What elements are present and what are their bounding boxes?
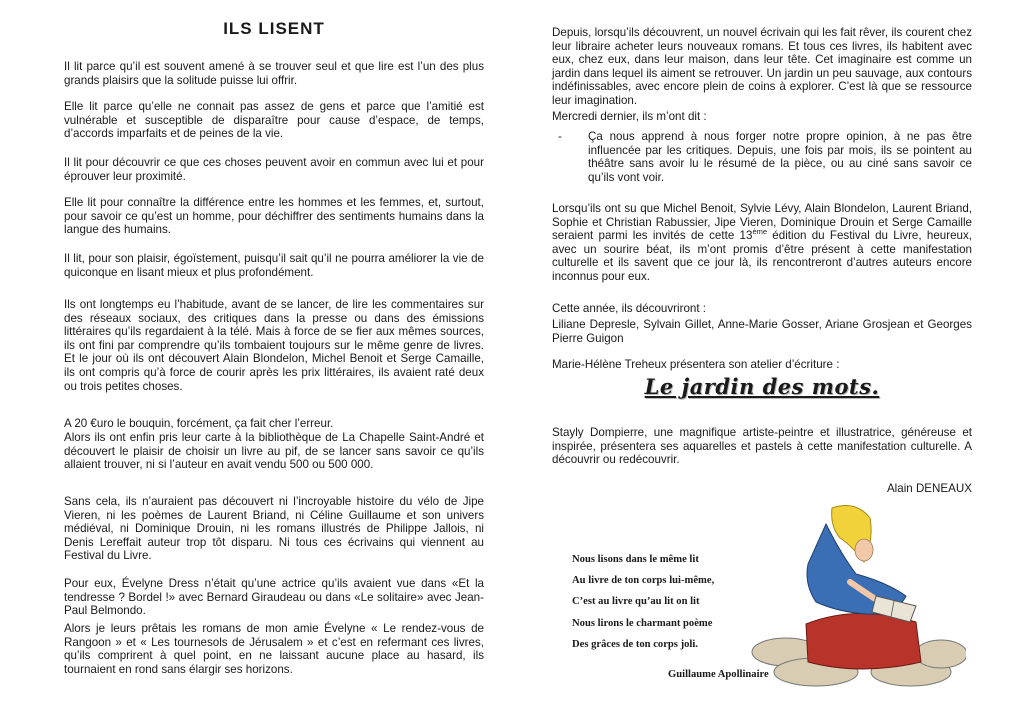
paragraph-3: Il lit pour découvrir ce que ces choses peuvent avoir en commun avec lui et pour éprouver leur proximité.: [64, 156, 484, 183]
paragraph-1: Il lit parce qu’il est souvent amené à se trouver seul et que lire est l’un des plus grands plaisirs que la solitude puisse lui offrir.: [64, 60, 484, 87]
paragraph-4: Cette année, ils découvriront :: [552, 302, 707, 315]
left-column: [64, 0, 484, 724]
paragraph-3-a: Lorsqu’ils ont su que Michel Benoit, Sylvie Lévy, Alain Blondelon, Laurent Briand, Sophie et Christian Rabussier, Jipe Vieren, Dominique Drouin et Serge Camaille seraient parmi les invités de cette 13: [552, 202, 972, 243]
paragraph-10: Pour eux, Évelyne Dress n’était qu’une actrice qu’ils avaient vue dans «Et la tendresse ? Bordel !» avec Bernard Giraudeau ou dans «Le solitaire» avec Jean-Paul Belmondo.: [64, 577, 484, 618]
paragraph-9: Sans cela, ils n’auraient pas découvert ni l’incroyable histoire du vélo de Jipe Vieren, ni les poèmes de Laurent Briand, ni Céline Guillaume et son univers médiéval, ni Dominique Drouin, ni les romans illustrés de Philippe Jallois, ni Denis Lereffait auteur trop tôt disparu. Ni tous ces écrivains qui viennent au Festival du Livre.: [64, 495, 484, 563]
paragraph-2: Mercredi dernier, ils m’ont dit :: [552, 110, 707, 123]
poem: [572, 549, 762, 655]
poem-line: Au livre de ton corps lui-même,: [572, 575, 715, 587]
face: [855, 539, 873, 561]
quote-item: [552, 130, 972, 184]
paragraph-3-b: édition du Festival du Livre, heureux, avec un sourire béat, ils m’ont promis d’être présent à cette manifestation culturelle et ils savent que ce jour là, ils rencontreront d’autres auteurs encore inconnus pour eux.: [552, 229, 972, 283]
poem-author: Guillaume Apollinaire: [668, 669, 769, 680]
poem-line: Des grâces de ton corps joli.: [572, 638, 698, 650]
reading-woman-illustration: [746, 504, 966, 694]
paragraph-2: Elle lit parce qu’elle ne connait pas assez de gens et parce que l’amitié est vulnérable et susceptible de disparaître pour cause d’espace, de temps, d’accords imparfaits et de peines de la vie.: [64, 100, 484, 141]
dash-bullet: -: [558, 130, 562, 143]
paragraph-5: Il lit, pour son plaisir, égoïstement, puisqu’il sait qu’il ne pourra améliorer la vie de quiconque en lisant mieux et plus profondément.: [64, 252, 484, 279]
poem-line: C’est au livre qu’au lit on lit: [572, 596, 700, 608]
poem-line: Nous lirons le charmant poème: [572, 617, 713, 629]
signature: Alain DENEAUX: [886, 482, 972, 495]
paragraph-4: Elle lit pour connaître la différence entre les hommes et les femmes, et, surtout, pour savoir ce qu’est un homme, pour déchiffrer des sentiments humains dans la langue des humains.: [64, 196, 484, 237]
superscript-eme: ème: [752, 227, 768, 237]
red-cushion: [806, 613, 921, 669]
paragraph-11: Alors je leurs prêtais les romans de mon amie Évelyne « Le rendez-vous de Rangoon » et « Les tournesols de Jérusalem » et c’est en refermant ces livres, qu’ils comprirent à quel point, en ne laissant aucune place au hasard, ils tournaient en rond sans élargir ses horizons.: [64, 622, 484, 676]
paragraph-8: Alors ils ont enfin pris leur carte à la bibliothèque de La Chapelle Saint-André et découvert le plaisir de choisir un livre au pif, de se lancer sans savoir ce qu’ils allaient trouver, ni si l’auteur en avait vendu 500 ou 500 000.: [64, 431, 484, 472]
paragraph-6: Ils ont longtemps eu l’habitude, avant de se lancer, de lire les commentaires sur des réseaux sociaux, des critiques dans la presse ou dans des émissions littéraires qu’ils regardaient à la télé. Mais à force de se fier aux mêmes sources, ils ont fini par comprendre qu’ils tombaient toujours sur le même genre de livres. Et le jour où ils ont découvert Alain Blondelon, Michel Benoit et Serge Camaille, ils ont compris qu’à force de courir après les prix littéraires, ils avaient raté deux ou trois petites choses.: [64, 298, 484, 393]
paragraph-1: Depuis, lorsqu’ils découvrent, un nouvel écrivain qui les fait rêver, ils courent chez leur libraire acheter leurs nouveaux romans. Et tous ces livres, ils habitent avec eux, chez eux, dans leur maison, dans leur tête. Cet imaginaire est comme un jardin dans lequel ils aiment se retrouver. Un jardin un peu sauvage, aux contours indéfinissables, avec encore plein de coins à explorer. C’est là que se ressource leur imagination.: [552, 26, 972, 107]
poem-line: Nous lisons dans le même lit: [572, 554, 699, 565]
atelier-title: Le jardin des mots.: [644, 374, 880, 399]
paragraph-7: Stayly Dompierre, une magnifique artiste-peintre et illustratrice, généreuse et inspirée, présentera ses aquarelles et pastels à cette manifestation culturelle. A découvrir ou redécouvrir.: [552, 426, 972, 467]
paragraph-7: A 20 €uro le bouquin, forcément, ça fait cher l’erreur.: [64, 417, 334, 430]
pillow: [915, 640, 966, 668]
page-title: ILS LISENT: [223, 19, 325, 38]
paragraph-3: [552, 202, 972, 284]
quote-text: Ça nous apprend à nous forger notre propre opinion, à ne pas être influencée par les critiques. Depuis, une fois par mois, ils se pointent au théâtre sans avoir lu le résumé de la pièce, ou au ciné sans savoir ce qu’ils vont voir.: [588, 130, 972, 184]
paragraph-6: Marie-Hélène Treheux présentera son atelier d’écriture :: [552, 358, 840, 371]
paragraph-5: Liliane Depresle, Sylvain Gillet, Anne-Marie Gosser, Ariane Grosjean et Georges Pierre Guigon: [552, 318, 972, 345]
